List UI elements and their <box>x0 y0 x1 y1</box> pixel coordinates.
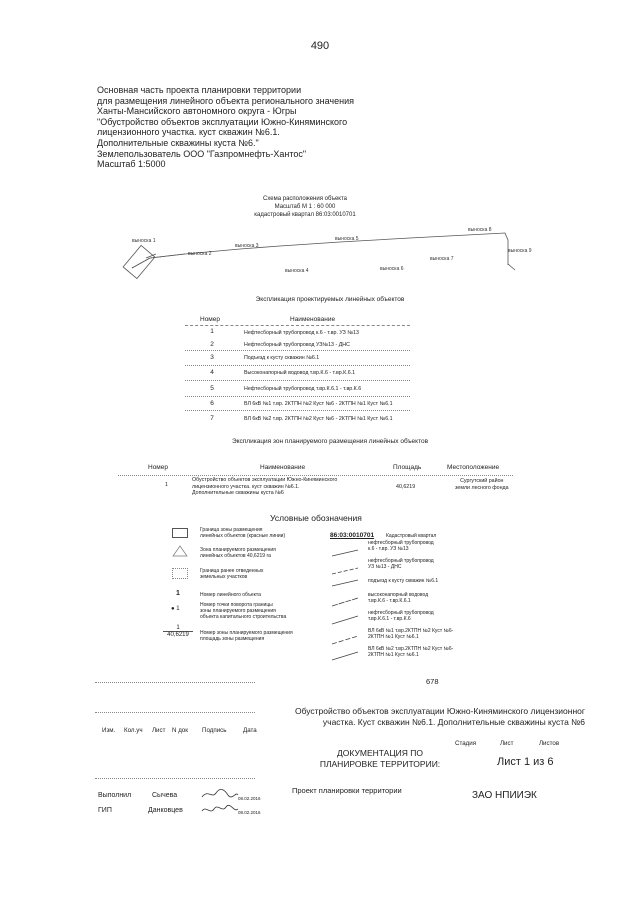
table1-row-name: Нефтесборный трубопровод УЗ№13 - ДНС <box>244 342 350 348</box>
legend-text <box>200 568 263 580</box>
table1-row-num: 3 <box>210 354 214 361</box>
table1-title: Экспликация проектируемых линейных объектов <box>255 296 405 303</box>
legend-line: ВЛ 6кВ №2 т.вр.2КТПН №2 Куст №6- <box>368 646 454 652</box>
stamp-role: ГИП <box>98 807 112 814</box>
legend-zone-area: 40,6219 <box>167 632 189 638</box>
legend-line-symbols <box>330 540 362 665</box>
table2-row-location <box>455 478 509 491</box>
scheme-cadastral: кадастровый квартал 86:03:0010701 <box>254 212 356 218</box>
legend-cadastral-code: 86:03:0010701 <box>330 532 375 539</box>
stamp-name: Данковцев <box>148 807 183 814</box>
header-line: Масштаб 1:5000 <box>97 159 166 170</box>
table1-row-num: 7 <box>210 415 214 422</box>
turn-point-dot-icon: ● <box>171 606 175 612</box>
legend-line: линейных объектов (красные линии) <box>200 533 286 539</box>
legend-line: к.6 - т.вр. УЗ №13 <box>368 546 409 552</box>
table2-row-area: 40,6219 <box>396 484 416 490</box>
table2-header-location: Местоположение <box>447 464 500 471</box>
legend-text <box>200 527 285 539</box>
legend-text <box>200 547 276 559</box>
table1-row-name: ВЛ 6кВ №1 т.вр. 2КТПН №2 Куст №6 - 2КТПН №1 Куст №6.1 <box>244 401 393 407</box>
legend-plots-swatch <box>172 568 188 579</box>
legend-line: нефтесборный трубопровод <box>368 558 434 564</box>
callout-8: выноска 8 <box>468 227 492 233</box>
stamp-project-name: Проект планировки территории <box>292 786 402 795</box>
stamp-sheet-col: Листов <box>539 740 560 747</box>
legend-line: высоконапорный водовод <box>368 592 429 598</box>
legend-text: Номер линейного объекта <box>200 592 261 598</box>
table2-header-area: Площадь <box>393 464 422 471</box>
stamp-sheet-col: Стадия <box>455 740 477 747</box>
legend-object-number-symbol: 1 <box>176 590 180 597</box>
stamp-date: 08.02.2016 <box>238 810 261 815</box>
stamp-date: 08.02.2016 <box>238 796 261 801</box>
legend-line: Номер зоны планируемого размещения <box>200 630 293 636</box>
header-line: "Обустройство объектов эксплуатации Южно-Киняминского <box>97 116 348 127</box>
legend-line: 2КТПН №1 Куст №6.1 <box>368 652 419 658</box>
table1-header-name: Наименование <box>290 316 336 323</box>
legend-line: площадь зоны размещения <box>200 636 265 642</box>
table1-row-name: Высоконапорный водовод т.вр.К.6 - т.вр.К.6.1 <box>244 370 356 376</box>
table1-row-num: 6 <box>210 400 214 407</box>
legend-red-line-swatch <box>172 528 188 538</box>
legend-zone-num: 1 <box>163 625 193 632</box>
legend-zone-swatch <box>172 545 188 557</box>
header-line: Дополнительные скважины куста №6." <box>97 137 259 148</box>
table2-header-number: Номер <box>148 464 169 471</box>
legend-line: 2КТПН №1 Куст №6.1 <box>368 634 419 640</box>
legend-line: Граница зоны размещения <box>200 527 263 533</box>
location-scheme <box>110 220 550 290</box>
stamp-doc-title <box>305 748 455 770</box>
legend-line: нефтесборный трубопровод <box>368 610 434 616</box>
stamp-col: Лист <box>152 727 166 734</box>
legend-line-item <box>368 628 453 640</box>
callout-9: выноска 9 <box>508 248 532 254</box>
legend-line: ВЛ 6кВ №1 т.вр.2КТПН №2 Куст №6- <box>368 628 454 634</box>
header-line: Основная часть проекта планировки территории <box>97 85 302 95</box>
callout-1: выноска 1 <box>132 238 156 244</box>
signature-mark <box>200 787 240 801</box>
stamp-sheet: Лист 1 из 6 <box>497 756 554 768</box>
legend-text <box>200 630 293 642</box>
stamp-doc-line: ПЛАНИРОВКЕ ТЕРРИТОРИИ: <box>319 759 441 769</box>
callout-6: выноска 6 <box>380 266 404 272</box>
stamp-col: Подпись <box>202 727 227 734</box>
table1-header-number: Номер <box>200 316 221 323</box>
scheme-title-block <box>215 195 395 219</box>
stamp-name: Сычева <box>152 792 178 799</box>
header-line: Ханты-Мансийского автономного округа - Югры <box>97 106 297 117</box>
legend-line: т.вр.К.6 - т.вр.К.6.1 <box>368 598 411 604</box>
table1-row-num: 2 <box>210 341 214 348</box>
legend-line-item <box>368 646 453 658</box>
table1-row-name: Нефтесборный трубопровод к.6 - т.вр. УЗ №13 <box>244 330 359 336</box>
legend-line: т.вр.К.6.1 - т.вр.К.6 <box>368 616 411 622</box>
stamp-title-line: участка. Куст скважин №6.1. Дополнительные скважины куста №6 <box>322 717 585 727</box>
legend-text <box>200 602 286 620</box>
table1-row-num: 5 <box>210 385 214 392</box>
legend-line-item <box>368 592 428 604</box>
scheme-title: Схема расположения объекта <box>263 196 347 202</box>
legend-line: Граница ранее отведенных <box>200 568 264 574</box>
table1-row-name: Подъезд к кусту скважин №6.1 <box>244 355 320 361</box>
legend-line: земельных участков <box>200 574 248 580</box>
stamp-col: Изм. <box>102 727 116 734</box>
legend-title: Условные обозначения <box>270 513 362 523</box>
callout-2: выноска 2 <box>188 251 212 257</box>
header-line: для размещения линейного объекта регионального значения <box>97 95 354 106</box>
legend-zone-number-symbol <box>163 625 193 638</box>
stamp-sheet-col: Лист <box>500 740 514 747</box>
page-number: 490 <box>310 40 330 52</box>
stamp-col: Кол.уч <box>124 727 143 734</box>
stamp-title-line: Обустройство объектов эксплуатации Южно-Киняминского лицензионног <box>294 706 585 716</box>
stamp-title <box>285 706 585 728</box>
legend-turn-point-symbol <box>171 606 180 612</box>
legend-line-item <box>368 540 434 552</box>
stamp-org: ЗАО НПИИЭК <box>472 790 537 801</box>
legend-line: Номер точки поворота границы <box>200 602 273 608</box>
stamp-role: Выполнил <box>98 792 132 799</box>
legend-line: нефтесборный трубопровод <box>368 540 434 546</box>
scheme-route <box>123 233 515 279</box>
header-block <box>97 85 354 170</box>
legend-line: подъезд к кусту скважин №6.1 <box>368 578 439 584</box>
table1-row-num: 1 <box>210 328 214 335</box>
legend-cadastral-label: Кадастровый квартал <box>386 533 437 539</box>
table1-row-name: ВЛ 6кВ №2 т.вр. 2КТПН №2 Куст №6 - 2КТПН №1 Куст №6.1 <box>244 416 393 422</box>
table2-name-line: Обустройство объектов эксплуатации Южно-Киняминского <box>192 477 338 483</box>
table2-location-line: земли лесного фонда <box>455 484 509 491</box>
table2-row-name <box>192 477 337 497</box>
legend-line: Зона планируемого размещения <box>200 547 276 553</box>
legend-line: объекта капитального строительства <box>200 614 287 620</box>
legend-line: УЗ №13 - ДНС <box>368 564 402 570</box>
legend-line-item <box>368 610 434 622</box>
legend-line-item <box>368 558 434 570</box>
header-line: Землепользователь ООО "Газпромнефть-Хантос" <box>97 148 307 159</box>
legend-line-item <box>368 578 438 584</box>
stamp-number: 678 <box>426 677 439 686</box>
stamp-col: N док <box>172 727 188 734</box>
table2-location-line: Сургутский район <box>460 478 504 484</box>
stamp-doc-line: ДОКУМЕНТАЦИЯ ПО <box>337 748 423 758</box>
scheme-scale: Масштаб М 1 : 60 000 <box>274 204 336 210</box>
table2-title: Экспликация зон планируемого размещения линейных объектов <box>231 438 429 445</box>
signature-mark <box>200 803 240 817</box>
table2-header-name: Наименование <box>260 464 306 471</box>
callout-7: выноска 7 <box>430 256 454 262</box>
table1-row-num: 4 <box>210 369 214 376</box>
header-line: лицензионного участка. куст скважин №6.1. <box>97 127 280 138</box>
table2-name-line: лицензионного участка. куст скважин №6.1. <box>192 483 300 490</box>
stamp-col: Дата <box>243 727 257 734</box>
table2-row-num: 1 <box>165 482 168 488</box>
legend-turn-point-num: 1 <box>176 606 180 612</box>
legend-line: зоны планируемого размещения <box>200 608 276 614</box>
callout-3: выноска 3 <box>235 243 259 249</box>
table1-row-name: Нефтесборный трубопровод т.вр.К.6.1 - т.вр.К.6 <box>244 386 362 392</box>
callout-5: выноска 5 <box>335 236 359 242</box>
table2-name-line: Дополнительные скважины куста №6 <box>192 490 284 496</box>
legend-line: линейных объектов 40,6219 га <box>200 553 271 559</box>
callout-4: выноска 4 <box>285 268 309 274</box>
